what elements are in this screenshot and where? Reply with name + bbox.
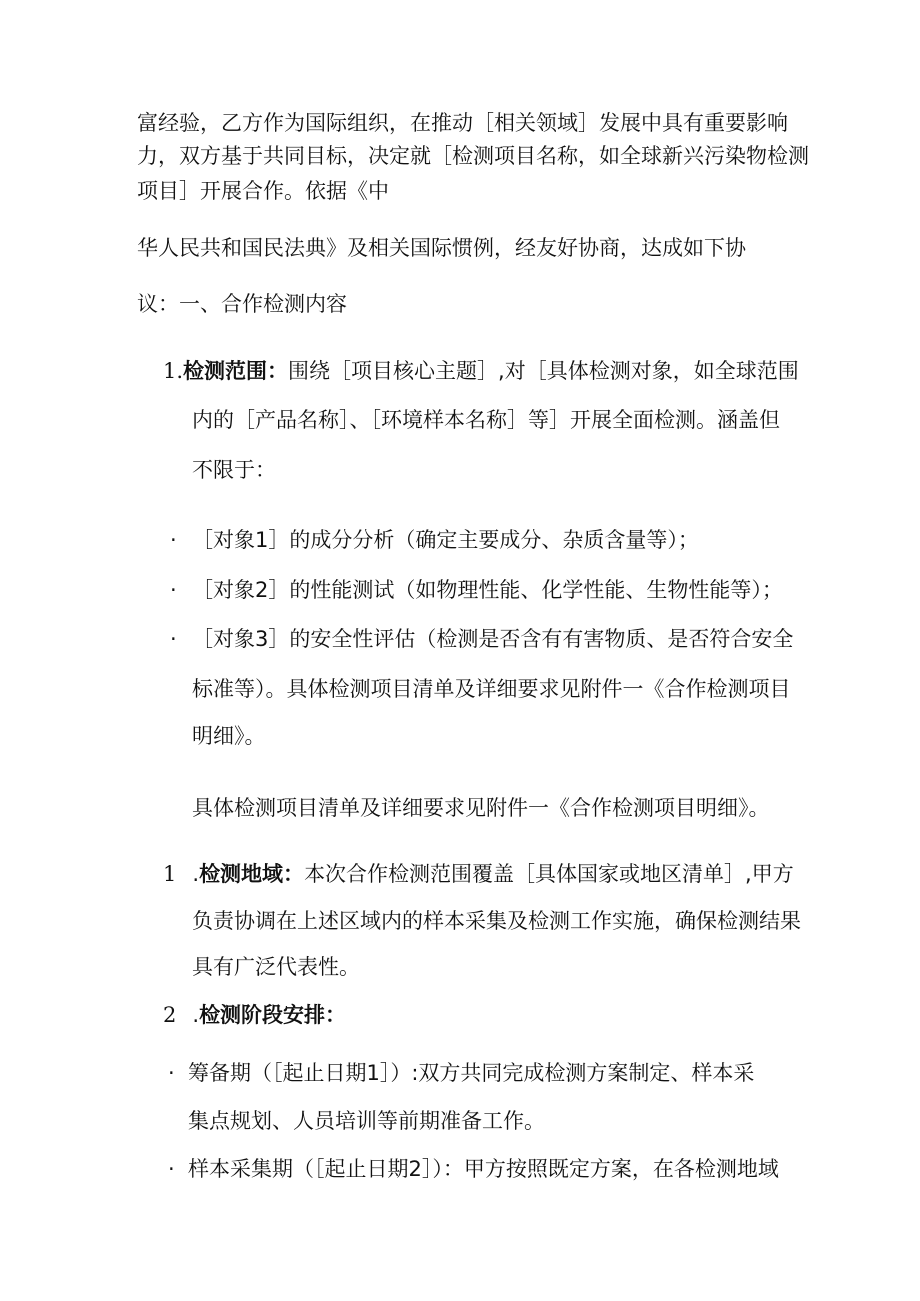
scope-line-2: 内的［产品名称］、［环境样本名称］等］开展全面检测。涵盖但	[192, 408, 780, 432]
phase-number: 2	[163, 1003, 177, 1027]
bullet-marker: ·	[170, 627, 177, 651]
bullet-marker: ·	[170, 578, 177, 602]
bullet-item-3-cont-2: 明细》。	[192, 724, 266, 748]
bullet-item-3-cont-1: 标准等）。具体检测项目清单及详细要求见附件一《合作检测项目	[192, 677, 791, 701]
region-sep: .	[192, 862, 200, 886]
repeat-note: 具体检测项目清单及详细要求见附件一《合作检测项目明细》。	[192, 796, 770, 820]
phase-item-1-line-1: 筹备期（［起止日期1］）:双方共同完成检测方案制定、样本采	[188, 1061, 755, 1085]
phase-sep: .	[192, 1003, 200, 1027]
intro-line-4: 华人民共和国民法典》及相关国际惯例，经友好协商，达成如下协	[137, 236, 746, 260]
scope-heading-line	[163, 356, 799, 386]
intro-line-5: 议：一、合作检测内容	[137, 292, 347, 316]
bullet-item-2: ［对象2］的性能测试（如物理性能、化学性能、生物性能等）；	[192, 578, 783, 602]
region-heading-line	[163, 859, 794, 889]
intro-line-1: 富经验，乙方作为国际组织，在推动［相关领域］发展中具有重要影响	[137, 111, 788, 135]
phase-label: 检测阶段安排：	[199, 1003, 347, 1027]
intro-line-3: 项目］开展合作。依据《中	[137, 179, 389, 203]
bullet-marker: ·	[170, 528, 177, 552]
scope-label: 检测范围：	[183, 359, 289, 383]
phase-marker: ·	[168, 1061, 175, 1085]
scope-line-3: 不限于：	[192, 458, 276, 482]
region-line-1: 本次合作检测范围覆盖［具体国家或地区清单］,甲方	[304, 862, 794, 886]
scope-number: 1.	[163, 359, 184, 383]
phase-heading-line	[163, 1000, 346, 1030]
region-label: 检测地域：	[199, 862, 305, 886]
scope-line-1: 围绕［项目核心主题］,对［具体检测对象，如全球范围	[288, 359, 799, 383]
phase-item-1-line-2: 集点规划、人员培训等前期准备工作。	[188, 1109, 545, 1133]
phase-marker: ·	[168, 1157, 175, 1181]
region-number: 1	[163, 862, 177, 886]
bullet-item-1: ［对象1］的成分分析（确定主要成分、杂质含量等）；	[192, 528, 699, 552]
region-line-3: 具有广泛代表性。	[192, 955, 360, 979]
bullet-item-3: ［对象3］的安全性评估（检测是否含有有害物质、是否符合安全	[192, 627, 794, 651]
intro-line-2: 力，双方基于共同目标，决定就［检测项目名称，如全球新兴污染物检测	[137, 144, 809, 168]
phase-item-2-line-1: 样本采集期（［起止日期2］）：甲方按照既定方案，在各检测地域	[188, 1157, 779, 1181]
region-line-2: 负责协调在上述区域内的样本采集及检测工作实施，确保检测结果	[192, 909, 801, 933]
